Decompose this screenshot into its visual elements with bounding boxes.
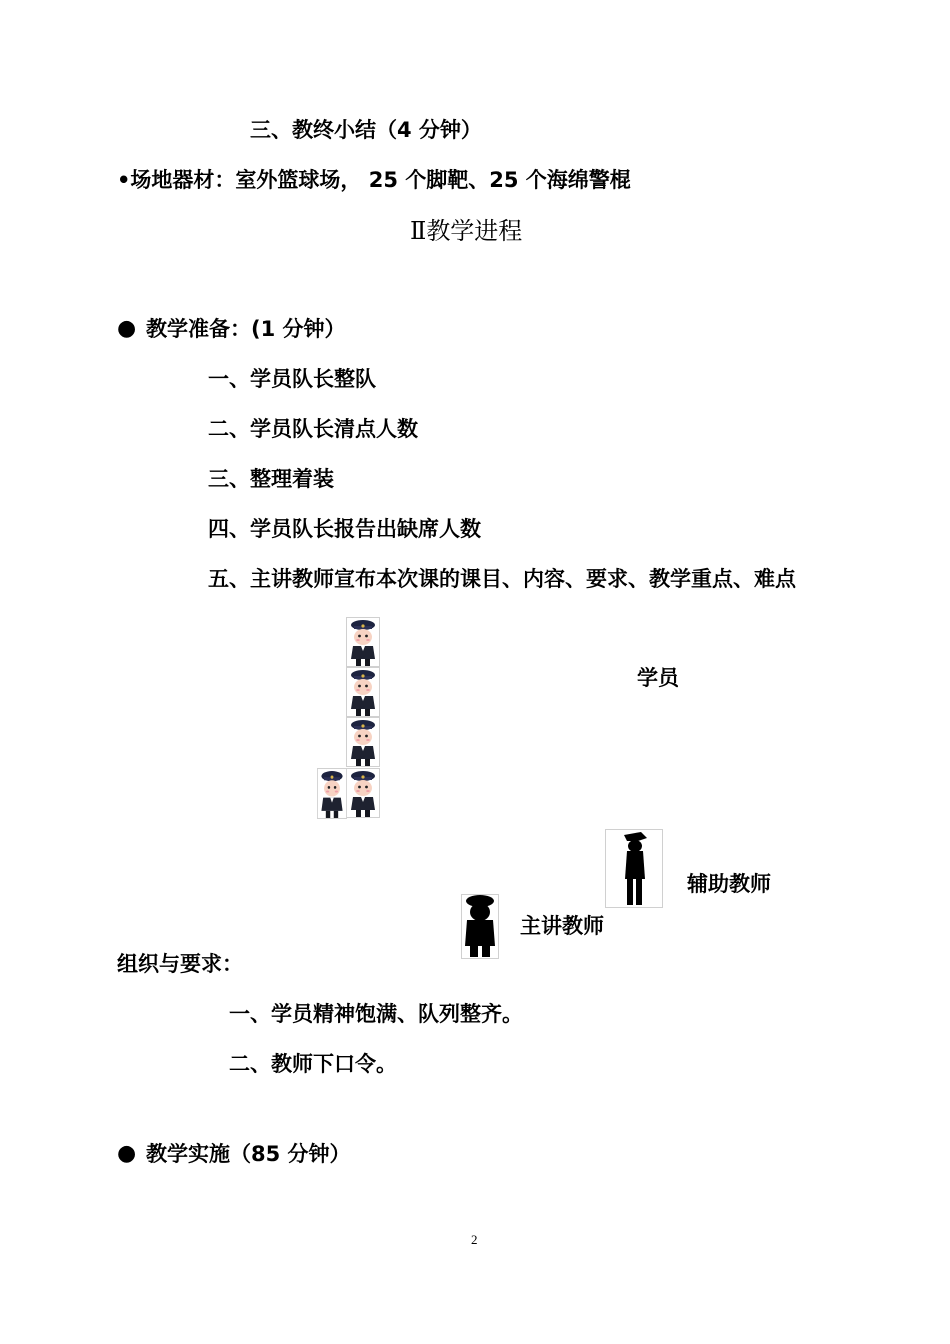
prep-step: 一、学员队长整队 bbox=[208, 367, 376, 391]
lead-teacher-label: 主讲教师 bbox=[520, 914, 604, 938]
equipment-line: •场地器材：室外篮球场， 25 个脚靶、25 个海绵警棍 bbox=[117, 168, 631, 192]
police-cadet-icon bbox=[346, 617, 380, 819]
prep-step: 五、主讲教师宣布本次课的课目、内容、要求、教学重点、难点 bbox=[208, 567, 796, 591]
lead-teacher-silhouette-icon bbox=[461, 894, 499, 959]
prep-step: 四、学员队长报告出缺席人数 bbox=[208, 517, 481, 541]
org-item: 一、学员精神饱满、队列整齐。 bbox=[229, 1002, 523, 1026]
students-label: 学员 bbox=[637, 666, 679, 690]
police-cadet-icon bbox=[317, 768, 347, 819]
prep-step: 二、学员队长清点人数 bbox=[208, 417, 418, 441]
student-column bbox=[346, 617, 380, 819]
lead-teacher-figure bbox=[461, 894, 499, 959]
page-number: 2 bbox=[471, 1232, 478, 1247]
bullet-dot: ● bbox=[117, 316, 137, 341]
assistant-teacher-label: 辅助教师 bbox=[687, 872, 771, 896]
summary-line: 三、教终小结（4 分钟） bbox=[250, 118, 482, 142]
student-side bbox=[317, 768, 347, 819]
bullet-dot: ● bbox=[117, 1141, 137, 1166]
section-title: Ⅱ教学进程 bbox=[410, 217, 523, 245]
org-heading: 组织与要求： bbox=[117, 952, 243, 976]
assistant-teacher-silhouette-icon bbox=[605, 829, 663, 908]
org-item: 二、教师下口令。 bbox=[229, 1052, 397, 1076]
prep-step: 三、整理着装 bbox=[208, 467, 334, 491]
prep-heading: 教学准备：(1 分钟） bbox=[146, 317, 346, 341]
implementation-heading: 教学实施（85 分钟） bbox=[146, 1142, 351, 1166]
assistant-teacher-figure bbox=[605, 829, 663, 908]
